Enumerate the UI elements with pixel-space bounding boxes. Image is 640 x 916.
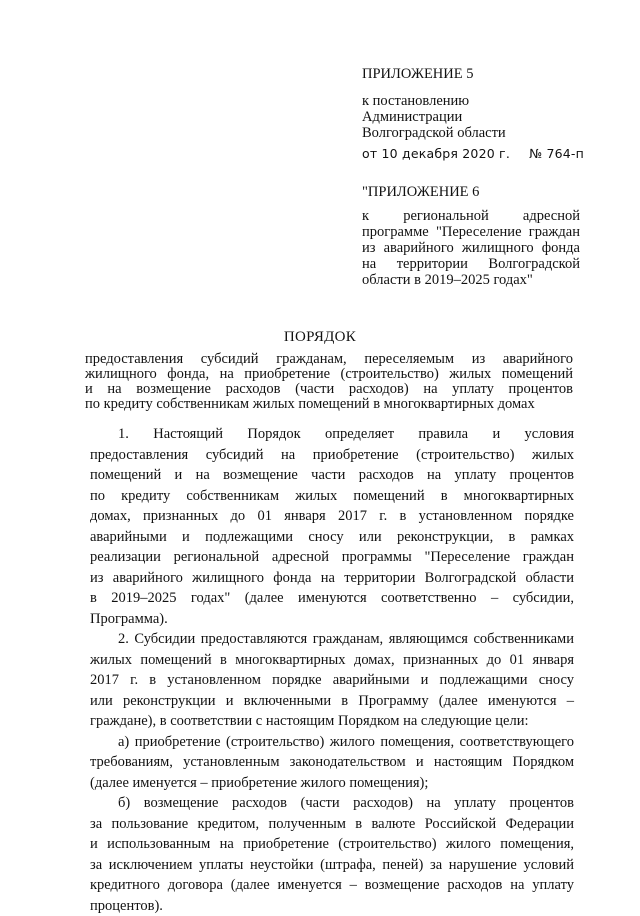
decree-line: Волгоградской области	[362, 125, 580, 141]
decree-date: от 10 декабря 2020 г.	[362, 146, 510, 161]
paragraph-1-line: домах, признанных до 01 января 2017 г. в установленном порядке	[90, 506, 574, 527]
appendix-6-label: "ПРИЛОЖЕНИЕ 6	[362, 184, 580, 200]
subtitle-line: жилищного фонда, на приобретение (строительство) жилых помещений	[85, 367, 573, 382]
subtitle-line: предоставления субсидий гражданам, переселяемым из аварийного	[85, 352, 573, 367]
item-a-line: (далее именуется – приобретение жилого помещения);	[90, 773, 574, 794]
item-b-line: за исключением уплаты неустойки (штрафа, пеней) за нарушение условий	[90, 855, 574, 876]
decree-line: к постановлению	[362, 93, 580, 109]
paragraph-2-line: жилых помещений в многоквартирных домах, признанных до 01 января	[90, 650, 574, 671]
decree-number: № 764-п	[529, 146, 584, 161]
paragraph-1-line: предоставления субсидий на приобретение (строительство) жилых	[90, 445, 574, 466]
paragraph-1-line: из аварийного жилищного фонда на территории Волгоградской области	[90, 568, 574, 589]
item-a-line: требованиям, установленным законодательством и настоящим Порядком	[90, 752, 574, 773]
document-subtitle	[85, 352, 573, 412]
item-b-line: кредитного договора (далее именуется – возмещение расходов на уплату	[90, 875, 574, 896]
subtitle-line: по кредиту собственникам жилых помещений в многоквартирных домах	[85, 397, 573, 412]
item-b-line: б) возмещение расходов (части расходов) на уплату процентов	[90, 793, 574, 814]
paragraph-1-line: помещений и на возмещение части расходов на уплату процентов	[90, 465, 574, 486]
program-reference	[362, 208, 580, 288]
program-line: из аварийного жилищного фонда	[362, 240, 580, 256]
item-b-line: за пользование кредитом, полученным в валюте Российской Федерации	[90, 814, 574, 835]
paragraph-2-line: 2. Субсидии предоставляются гражданам, являющимся собственниками	[90, 629, 574, 650]
program-line: области в 2019–2025 годах"	[362, 272, 580, 288]
item-b-line: процентов).	[90, 896, 574, 916]
paragraph-2-line: 2017 г. в установленном порядке аварийными и подлежащими сносу	[90, 670, 574, 691]
document-title: ПОРЯДОК	[0, 329, 640, 346]
program-line: на территории Волгоградской	[362, 256, 580, 272]
program-line: к региональной адресной	[362, 208, 580, 224]
item-b-line: и использованным на приобретение (строительство) жилого помещения,	[90, 834, 574, 855]
subtitle-line: и на возмещение расходов (части расходов) на уплату процентов	[85, 382, 573, 397]
paragraph-1-line: по кредиту собственникам жилых помещений в многоквартирных	[90, 486, 574, 507]
document-body	[90, 424, 574, 916]
paragraph-2-line: или реконструкции и включенными в Программу (далее именуются –	[90, 691, 574, 712]
paragraph-2-line: граждане), в соответствии с настоящим Порядком на следующие цели:	[90, 711, 574, 732]
paragraph-1-line: Программа).	[90, 609, 574, 630]
program-line: программе "Переселение граждан	[362, 224, 580, 240]
paragraph-1-line: аварийными и подлежащими сносу или реконструкции, в рамках	[90, 527, 574, 548]
paragraph-1-line: 1. Настоящий Порядок определяет правила и условия	[90, 424, 574, 445]
appendix-5-label: ПРИЛОЖЕНИЕ 5	[362, 66, 580, 82]
decree-date-number	[362, 146, 584, 161]
paragraph-1-line: в 2019–2025 годах" (далее именуются соответственно – субсидии,	[90, 588, 574, 609]
decree-line: Администрации	[362, 109, 580, 125]
decree-reference	[362, 93, 580, 141]
item-a-line: а) приобретение (строительство) жилого помещения, соответствующего	[90, 732, 574, 753]
paragraph-1-line: реализации региональной адресной программы "Переселение граждан	[90, 547, 574, 568]
